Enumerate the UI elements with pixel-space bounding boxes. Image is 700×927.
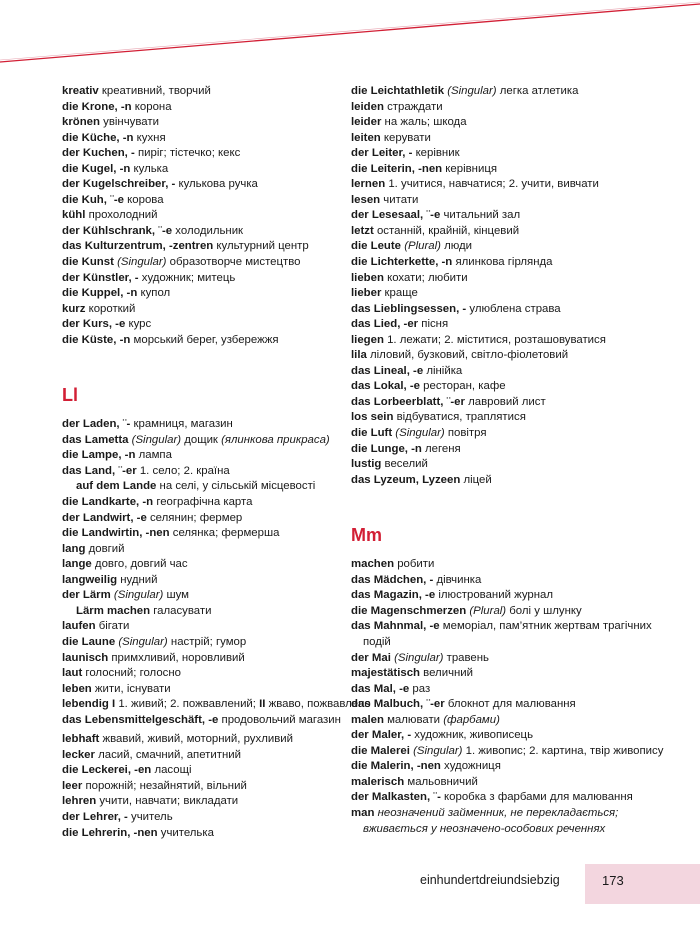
dictionary-entry	[351, 146, 671, 162]
dictionary-entry	[351, 604, 671, 620]
entry-definition: ліцей	[460, 473, 492, 486]
entry-term: langweilig	[62, 573, 118, 586]
entry-definition: довго, довгий час	[91, 558, 188, 571]
dictionary-entry	[351, 177, 671, 193]
entry-term: letzt	[351, 224, 374, 237]
entry-definition: культурний центр	[213, 240, 309, 253]
entry-term: lieber	[351, 287, 382, 300]
entry-definition: ласий, смачний, апетитний	[94, 748, 241, 761]
entry-term: das Kulturzentrum, -zentren	[62, 240, 214, 253]
entry-definition: керівниця	[442, 162, 498, 175]
dictionary-entry	[351, 395, 671, 411]
entry-note: (Plural)	[469, 604, 507, 617]
entry-definition: на жаль; шкода	[381, 116, 467, 129]
entry-definition: болі у шлунку	[506, 604, 582, 617]
entry-term: das Lieblingsessen, -	[351, 302, 467, 315]
dictionary-entry	[62, 115, 382, 131]
dictionary-entry	[351, 333, 671, 349]
dictionary-entry	[351, 588, 671, 604]
dictionary-entry	[351, 255, 671, 271]
dictionary-entry	[351, 364, 671, 380]
dictionary-entry	[351, 162, 671, 178]
m-entries	[351, 557, 671, 619]
entry-term: kühl	[62, 209, 86, 222]
dictionary-entry	[62, 317, 382, 333]
dictionary-entry	[62, 748, 382, 764]
entry-term: die Kugel, -n	[62, 162, 131, 175]
entry-term: der Künstler, -	[62, 271, 139, 284]
entry-term: der Lärm	[62, 589, 111, 602]
entry-definition: жити, існувати	[91, 682, 171, 695]
entry-definition: голосний; голосно	[82, 667, 181, 680]
l-entries-2	[62, 732, 382, 841]
entry-term: das Magazin, -e	[351, 589, 436, 602]
entry-term: laufen	[62, 620, 96, 633]
entry-term: der Lehrer, -	[62, 810, 128, 823]
entry-term: die Leute	[351, 240, 402, 253]
entry-term: die Landkarte, -n	[62, 496, 154, 509]
dictionary-entry	[62, 542, 382, 558]
left-column	[62, 84, 382, 841]
dictionary-entry	[351, 426, 671, 442]
dictionary-entry	[62, 732, 382, 748]
entry-term: die Leichtathletik	[351, 85, 445, 97]
entry-definition: пиріг; тістечко; кекс	[134, 147, 241, 160]
dictionary-entry	[351, 666, 671, 682]
entry-term: lila	[351, 349, 367, 362]
entry-definition: малювати	[383, 713, 444, 726]
dictionary-entry	[62, 464, 382, 480]
entry-definition: художник, живописець	[411, 729, 534, 742]
entry-definition: корова	[124, 193, 164, 206]
entry-definition: корона	[131, 100, 172, 113]
entry-definition: люди	[440, 240, 473, 253]
entry-definition: прохолодний	[85, 209, 158, 222]
entry-definition: краще	[381, 287, 418, 300]
entry-definition: ялинкова гірлянда	[452, 256, 553, 269]
entry-term: lecker	[62, 748, 95, 761]
entry-term: lang	[62, 542, 86, 555]
entry-note: (фарбами)	[443, 713, 500, 726]
dictionary-entry	[351, 348, 671, 364]
entry-term: krönen	[62, 116, 100, 129]
entry-definition: ресторан, кафе	[420, 380, 506, 393]
entry-note: (Singular)	[131, 433, 182, 446]
dictionary-entry	[351, 473, 671, 489]
entry-definition: ілюстрований журнал	[435, 589, 554, 602]
entry-definition: повітря	[444, 427, 487, 440]
dictionary-entry	[351, 379, 671, 395]
dictionary-entry	[351, 557, 671, 573]
entry-definition: ліловий, бузковий, світло-фіолетовий	[366, 349, 569, 362]
entry-definition: керівник	[412, 147, 460, 160]
entry-definition: на селі, у сільській місцевості	[156, 480, 316, 493]
entry-note: (Singular)	[113, 589, 164, 602]
entry-definition: 1. учитися, навчатися; 2. учити, вивчати	[385, 178, 599, 191]
entry-definition: селянка; фермерша	[169, 527, 280, 540]
entry-term: das Lied, -er	[351, 318, 419, 331]
dictionary-entry	[351, 317, 671, 333]
entry-definition: кухня	[133, 131, 166, 144]
entry-term: liegen	[351, 333, 384, 346]
dictionary-entry-man: man неозначений займенник, не перекладається; вживається у неозначено-особових реченнях	[351, 806, 619, 835]
dictionary-entry	[62, 588, 382, 604]
entry-term: die Laune	[62, 635, 116, 648]
entry-term: der Kurs, -e	[62, 318, 126, 331]
entry-term: die Lichterkette, -n	[351, 256, 453, 269]
entry-term: das Lyzeum, Lyzeen	[351, 473, 461, 486]
entry-term: das Land, ¨-er	[62, 464, 137, 477]
dictionary-entry	[62, 526, 382, 542]
entry-definition: страждати	[383, 100, 443, 113]
entry-note: (Singular)	[117, 256, 167, 269]
entry-term: der Maler, -	[351, 729, 412, 742]
dictionary-entry	[351, 224, 671, 240]
entry-definition: кохати; любити	[383, 271, 468, 284]
dictionary-entry	[62, 239, 382, 255]
entry-definition: останній, крайній, кінцевий	[373, 224, 520, 237]
entry-term: die Krone, -n	[62, 100, 132, 113]
entry-term: laut	[62, 667, 83, 680]
dictionary-entry-mahnmal: das Mahnmal, -e меморіал, пам’ятник жертвам трагічних подій	[351, 620, 652, 648]
dictionary-entry	[62, 779, 382, 795]
dictionary-entry-malkasten: der Malkasten, ¨- коробка з фарбами для малювання	[351, 791, 633, 804]
entry-term: leider	[351, 116, 382, 129]
entry-term: leiten	[351, 131, 381, 144]
entry-term: lesen	[351, 193, 381, 206]
entry-definition: величний	[420, 667, 474, 680]
dictionary-entry	[62, 666, 382, 682]
section-heading-l: Ll	[62, 385, 78, 406]
dictionary-entry	[62, 573, 382, 589]
entry-definition: морський берег, узбережжя	[130, 333, 279, 346]
entry-term: machen	[351, 558, 395, 571]
dictionary-entry	[62, 433, 382, 449]
dictionary-entry	[62, 177, 382, 193]
entry-definition: мальовничий	[404, 775, 478, 788]
entry-term: lustig	[351, 458, 382, 471]
dictionary-entry	[351, 286, 671, 302]
dictionary-entry	[62, 100, 382, 116]
entry-note: (Singular)	[395, 427, 445, 440]
entry-term: die Landwirtin, -nen	[62, 527, 170, 540]
dictionary-entry	[62, 162, 382, 178]
dictionary-entry	[351, 442, 671, 458]
entry-term: das Malbuch, ¨-er	[351, 698, 445, 711]
entry-term: die Leiterin, -nen	[351, 162, 443, 175]
entry-definition: лінійка	[423, 364, 463, 377]
entry-definition: курс	[125, 318, 152, 331]
dictionary-entry	[351, 728, 671, 744]
entry-definition: улюблена страва	[466, 302, 561, 315]
dictionary-entry	[351, 302, 671, 318]
entry-term: die Leckerei, -en	[62, 764, 152, 777]
entry-term: die Küche, -n	[62, 131, 134, 144]
entry-definition: 1. село; 2. країна	[136, 464, 230, 477]
entry-definition: читати	[380, 193, 419, 206]
entry-term: der Lesesaal, ¨-e	[351, 209, 441, 222]
entry-definition: пісня	[418, 318, 449, 331]
entry-definition: кулькова ручка	[175, 178, 258, 191]
dictionary-entry	[62, 635, 382, 651]
entry-term: das Lokal, -e	[351, 380, 421, 393]
dictionary-entry	[351, 713, 671, 729]
dictionary-entry	[62, 495, 382, 511]
entry-term: der Kühlschrank, ¨-e	[62, 224, 173, 237]
dictionary-entry	[62, 619, 382, 635]
entry-definition: 1. лежати; 2. міститися, розташовуватися	[383, 333, 606, 346]
entry-note: (ялинкова прикраса)	[221, 433, 330, 446]
entry-term: lieben	[351, 271, 384, 284]
entry-note: (Plural)	[404, 240, 441, 253]
entry-definition: художниця	[440, 760, 501, 773]
entry-term: die Lampe, -n	[62, 449, 136, 462]
entry-definition: настрій; гумор	[167, 635, 247, 648]
entry-term: kurz	[62, 302, 86, 315]
dictionary-entry	[351, 573, 671, 589]
page-number-word: einhundertdreiundsiebzig	[420, 873, 560, 887]
dictionary-entry	[351, 193, 671, 209]
entry-definition: учителька	[157, 826, 214, 839]
entry-term: die Lehrerin, -nen	[62, 826, 158, 839]
entry-term: der Kuchen, -	[62, 147, 135, 160]
dictionary-entry	[62, 417, 382, 433]
dictionary-entry	[62, 193, 382, 209]
right-column	[351, 84, 671, 837]
entry-definition: веселий	[381, 458, 428, 471]
entry-definition: увінчувати	[99, 116, 159, 129]
dictionary-entry	[62, 826, 382, 842]
entry-term: der Landwirt, -e	[62, 511, 147, 524]
dictionary-entry	[62, 479, 382, 495]
dictionary-entry	[351, 457, 671, 473]
section-heading-m: Mm	[351, 525, 382, 546]
entry-definition: примхливий, норовливий	[108, 651, 245, 664]
entry-definition: читальний зал	[440, 209, 521, 222]
dictionary-entry	[351, 115, 671, 131]
entry-definition: блокнот для малювання	[444, 698, 576, 711]
entry-definition: легеня	[421, 442, 461, 455]
entry-definition: холодильник	[172, 224, 244, 237]
l-entries	[62, 417, 382, 697]
dictionary-entry	[351, 239, 671, 255]
entry-definition: дівчинка	[433, 573, 482, 586]
entry-definition: купол	[137, 287, 171, 300]
entry-definition: кулька	[130, 162, 169, 175]
dictionary-entry	[351, 651, 671, 667]
entry-definition: раз	[409, 682, 431, 695]
header-rule	[0, 0, 700, 70]
dictionary-entry	[62, 810, 382, 826]
dictionary-entry	[62, 224, 382, 240]
entry-note: (Singular)	[118, 635, 168, 648]
entry-definition: бігати	[95, 620, 130, 633]
dictionary-entry	[62, 146, 382, 162]
dictionary-entry-lebendig: lebendig I 1. живий; 2. пожвавлений; II жваво, пожвавлено	[62, 698, 371, 711]
entry-definition: порожній; незайнятий, вільний	[82, 779, 247, 792]
dictionary-entry	[62, 84, 382, 100]
entry-term: der Leiter, -	[351, 147, 413, 160]
entry-definition: жвавий, живий, моторний, рухливий	[99, 733, 293, 746]
entry-term: lernen	[351, 178, 386, 191]
entry-term: das Mädchen, -	[351, 573, 434, 586]
dictionary-entry	[62, 208, 382, 224]
l-entries-right	[351, 84, 671, 488]
entry-term: leer	[62, 779, 83, 792]
entry-definition: керувати	[380, 131, 431, 144]
entry-term: die Kuppel, -n	[62, 287, 138, 300]
dictionary-entry	[62, 604, 382, 620]
entry-definition: відбуватися, траплятися	[393, 411, 526, 424]
entry-term: der Laden, ¨-	[62, 418, 131, 431]
dictionary-entry	[62, 651, 382, 667]
entry-note: (Singular)	[394, 651, 444, 664]
dictionary-entry	[62, 557, 382, 573]
entry-term: lange	[62, 558, 92, 571]
entry-definition: ласощі	[151, 764, 192, 777]
entry-definition: легка атлетика	[496, 85, 579, 97]
entry-definition: довгий	[85, 542, 125, 555]
dictionary-entry	[62, 794, 382, 810]
dictionary-entry	[351, 410, 671, 426]
entry-definition: лампа	[135, 449, 172, 462]
entry-term: die Kunst	[62, 256, 114, 269]
entry-definition: травень	[443, 651, 489, 664]
entry-term: der Kugelschreiber, -	[62, 178, 176, 191]
dictionary-entry	[62, 302, 382, 318]
entry-term: die Küste, -n	[62, 333, 131, 346]
entry-term: leiden	[351, 100, 384, 113]
dictionary-entry	[351, 84, 671, 100]
entry-term: die Luft	[351, 427, 393, 440]
entry-definition: учитель	[127, 810, 173, 823]
dictionary-entry	[62, 286, 382, 302]
m-entries-2	[351, 651, 671, 744]
entry-definition: лавровий лист	[464, 395, 546, 408]
dictionary-entry	[62, 255, 382, 271]
entry-term: das Lorbeerblatt, ¨-er	[351, 395, 465, 408]
dictionary-entry-malerei: die Malerei (Singular) 1. живопис; 2. картина, твір живопису	[351, 744, 664, 757]
dictionary-entry	[62, 448, 382, 464]
k-entries	[62, 84, 382, 348]
entry-definition: креативний, творчий	[98, 85, 211, 97]
entry-term: malerisch	[351, 775, 405, 788]
dictionary-entry	[351, 775, 671, 791]
entry-term: auf dem Lande	[76, 480, 157, 493]
entry-definition: галасувати	[150, 604, 212, 617]
entry-definition: крамниця, магазин	[130, 418, 233, 431]
dictionary-entry	[351, 131, 671, 147]
entry-term: der Mai	[351, 651, 391, 664]
dictionary-entry	[351, 759, 671, 775]
entry-definition: нудний	[117, 573, 158, 586]
entry-term: los sein	[351, 411, 394, 424]
entry-term: majestätisch	[351, 667, 421, 680]
dictionary-entry	[62, 511, 382, 527]
dictionary-entry	[62, 763, 382, 779]
dictionary-entry	[351, 100, 671, 116]
entry-term: launisch	[62, 651, 109, 664]
entry-definition: художник; митець	[138, 271, 236, 284]
entry-definition: образотворче мистецтво	[166, 256, 301, 269]
entry-definition: учити, навчати; викладати	[96, 795, 239, 808]
entry-definition: робити	[394, 558, 435, 571]
entry-definition: географічна карта	[153, 496, 253, 509]
dictionary-entry	[351, 271, 671, 287]
entry-term: die Lunge, -n	[351, 442, 422, 455]
entry-term: das Lametta	[62, 433, 129, 446]
entry-term: die Malerin, -nen	[351, 760, 441, 773]
entry-note: (Singular)	[447, 85, 497, 97]
entry-term: leben	[62, 682, 92, 695]
dictionary-entry	[351, 682, 671, 698]
dictionary-entry	[62, 131, 382, 147]
page-number: 173	[602, 873, 624, 888]
dictionary-entry	[62, 682, 382, 698]
entry-definition: селянин; фермер	[146, 511, 243, 524]
dictionary-entry	[62, 333, 382, 349]
entry-term: das Mal, -e	[351, 682, 410, 695]
entry-term: lebhaft	[62, 733, 100, 746]
entry-definition: короткий	[85, 302, 136, 315]
entry-term: kreativ	[62, 85, 99, 97]
m-entries-3	[351, 759, 671, 790]
entry-definition: шум	[163, 589, 190, 602]
dictionary-entry-lebensmittelgeschaeft: das Lebensmittelgeschäft, -e продовольчий магазин	[62, 713, 341, 726]
dictionary-entry	[351, 208, 671, 224]
dictionary-entry	[62, 271, 382, 287]
entry-definition: дощик	[181, 433, 222, 446]
entry-term: lehren	[62, 795, 97, 808]
entry-term: die Magenschmerzen	[351, 604, 467, 617]
entry-term: die Kuh, ¨-e	[62, 193, 125, 206]
dictionary-entry	[351, 697, 671, 713]
entry-term: malen	[351, 713, 384, 726]
entry-term: das Lineal, -e	[351, 364, 424, 377]
entry-term: Lärm machen	[76, 604, 151, 617]
